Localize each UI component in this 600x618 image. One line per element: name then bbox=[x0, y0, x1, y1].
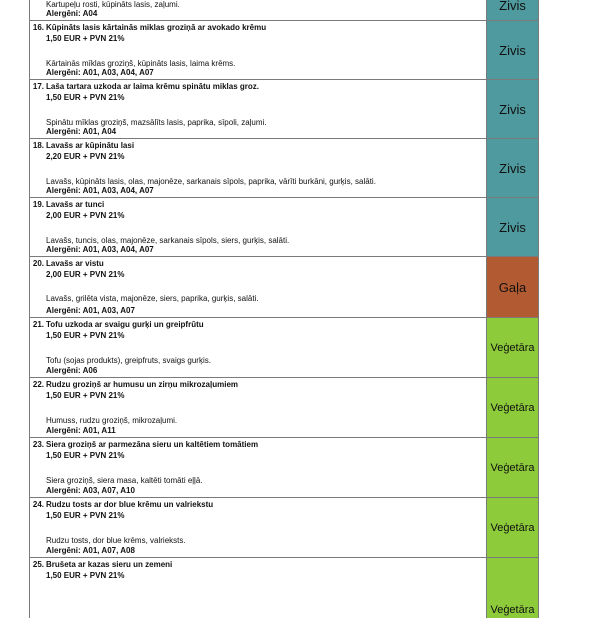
menu-row-24 bbox=[29, 497, 539, 558]
category-cell: Zivis bbox=[487, 0, 539, 20]
item-price: 1,50 EUR + PVN 21% bbox=[46, 451, 125, 460]
item-allergens: Alergēni: A01, A04 bbox=[46, 127, 117, 136]
menu-row-23 bbox=[29, 437, 539, 498]
item-number: 18. bbox=[32, 141, 44, 150]
item-number: 19. bbox=[32, 200, 44, 209]
menu-row-21 bbox=[29, 317, 539, 378]
category-cell: Veģetāra bbox=[487, 558, 539, 618]
item-title: Kūpināts lasis kārtainās miklas groziņā ar avokado krēmu bbox=[46, 23, 267, 32]
category-cell: Veģetāra bbox=[487, 438, 539, 497]
item-allergens: Alergēni: A04 bbox=[46, 9, 98, 18]
item-cell bbox=[29, 558, 487, 618]
item-description: Spinātu mīklas groziņš, mazsālīts lasis, paprika, sīpoli, zaļumi. bbox=[46, 118, 267, 127]
category-cell: Gaļa bbox=[487, 257, 539, 317]
item-allergens: Alergēni: A01, A03, A04, A07 bbox=[46, 245, 154, 254]
menu-row-25 bbox=[29, 557, 539, 618]
item-number: 20. bbox=[32, 259, 44, 268]
item-title: Lavašs ar vistu bbox=[46, 259, 104, 268]
menu-row-22 bbox=[29, 377, 539, 438]
item-price: 2,00 EUR + PVN 21% bbox=[46, 270, 125, 279]
category-cell: Veģetāra bbox=[487, 378, 539, 437]
category-cell: Veģetāra bbox=[487, 318, 539, 377]
item-title: Siera groziņš ar parmezāna sieru un kaltētiem tomātiem bbox=[46, 440, 259, 449]
menu-row-17 bbox=[29, 79, 539, 139]
item-price: 2,00 EUR + PVN 21% bbox=[46, 211, 125, 220]
item-price: 1,50 EUR + PVN 21% bbox=[46, 34, 125, 43]
item-allergens: Alergēni: A01, A03, A04, A07 bbox=[46, 68, 154, 77]
item-price: 1,50 EUR + PVN 21% bbox=[46, 331, 125, 340]
item-cell bbox=[29, 498, 487, 557]
item-description: Kartupeļu rosti, kūpināts lasis, zaļumi. bbox=[46, 0, 180, 9]
item-title: Rudzu groziņš ar humusu un zirņu mikrozaļumiem bbox=[46, 380, 239, 389]
item-number: 16. bbox=[32, 23, 44, 32]
item-cell bbox=[29, 438, 487, 497]
menu-row-15 bbox=[29, 0, 539, 21]
item-title: Laša tartara uzkoda ar laima krēmu spinātu miklas groz. bbox=[46, 82, 259, 91]
item-title: Lavašs ar kūpinātu lasi bbox=[46, 141, 135, 150]
item-description: Rudzu tosts, dor blue krēms, valrieksts. bbox=[46, 536, 186, 545]
item-description: Humuss, rudzu groziņš, mikrozaļumi. bbox=[46, 416, 178, 425]
category-cell: Zivis bbox=[487, 198, 539, 256]
item-number: 22. bbox=[32, 380, 44, 389]
item-number: 24. bbox=[32, 500, 44, 509]
item-cell bbox=[29, 21, 487, 79]
menu-row-19 bbox=[29, 197, 539, 257]
item-cell bbox=[29, 139, 487, 197]
item-allergens: Alergēni: A01, A07, A08 bbox=[46, 546, 135, 555]
item-cell bbox=[29, 0, 487, 20]
menu-row-20 bbox=[29, 256, 539, 318]
item-title: Rudzu tosts ar dor blue krēmu un valriekstu bbox=[46, 500, 214, 509]
item-description: Lavašs, grilēta vista, majonēze, siers, paprika, gurķis, salāti. bbox=[46, 294, 259, 303]
item-description: Kārtainās mīklas groziņš, kūpināts lasis, laima krēms. bbox=[46, 59, 236, 68]
item-price: 1,50 EUR + PVN 21% bbox=[46, 93, 125, 102]
item-allergens: Alergēni: A03, A07, A10 bbox=[46, 486, 135, 495]
item-description: Tofu (sojas produkts), greipfruts, svaigs gurķis. bbox=[46, 356, 211, 365]
item-cell bbox=[29, 318, 487, 377]
item-number: 21. bbox=[32, 320, 44, 329]
item-price: 1,50 EUR + PVN 21% bbox=[46, 391, 125, 400]
item-number: 25. bbox=[32, 560, 44, 569]
item-cell bbox=[29, 378, 487, 437]
category-cell: Zivis bbox=[487, 21, 539, 79]
category-cell: Zivis bbox=[487, 139, 539, 197]
item-price: 1,50 EUR + PVN 21% bbox=[46, 511, 125, 520]
item-cell bbox=[29, 80, 487, 138]
item-number: 17. bbox=[32, 82, 44, 91]
item-cell bbox=[29, 198, 487, 256]
item-description: Lavašs, kūpināts lasis, olas, majonēze, sarkanais sīpols, paprika, vārīti burkāni, gurķis, salāti. bbox=[46, 177, 376, 186]
category-cell: Zivis bbox=[487, 80, 539, 138]
item-allergens: Alergēni: A06 bbox=[46, 366, 98, 375]
item-allergens: Alergēni: A01, A03, A07 bbox=[46, 306, 135, 315]
category-cell: Veģetāra bbox=[487, 498, 539, 557]
item-price: 1,50 EUR + PVN 21% bbox=[46, 571, 125, 580]
menu-row-16 bbox=[29, 20, 539, 80]
item-title: Tofu uzkoda ar svaigu gurķi un greipfrūtu bbox=[46, 320, 204, 329]
menu-table bbox=[29, 0, 539, 618]
item-cell bbox=[29, 257, 487, 317]
item-description: Lavašs, tuncis, olas, majonēze, sarkanais sīpols, siers, gurķis, salāti. bbox=[46, 236, 290, 245]
menu-row-18 bbox=[29, 138, 539, 198]
item-description: Siera groziņš, siera masa, kaltēti tomāti eļļā. bbox=[46, 476, 203, 485]
item-price: 2,20 EUR + PVN 21% bbox=[46, 152, 125, 161]
item-allergens: Alergēni: A01, A03, A04, A07 bbox=[46, 186, 154, 195]
item-allergens: Alergēni: A01, A11 bbox=[46, 426, 116, 435]
item-title: Brušeta ar kazas sieru un zemeni bbox=[46, 560, 173, 569]
item-number: 23. bbox=[32, 440, 44, 449]
item-title: Lavašs ar tunci bbox=[46, 200, 105, 209]
